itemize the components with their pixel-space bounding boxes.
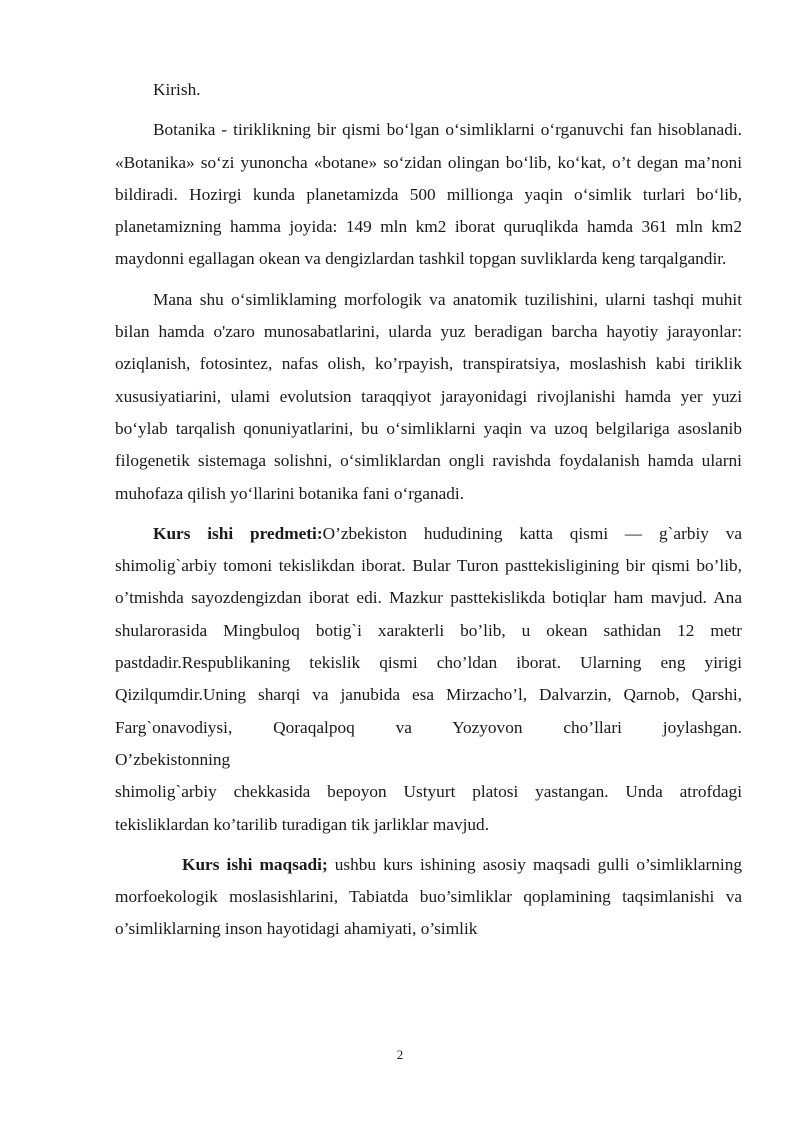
section-heading: Kirish.: [153, 80, 201, 99]
paragraph-kurs-predmeti-continued: shimolig`arbiy chekkasida bepoyon Ustyurt platosi yastangan. Unda atrofdagi tekisliklardan ko’tarilib turadigan tik jarliklar mavjud.: [115, 782, 742, 834]
page-content: [115, 74, 742, 946]
paragraph-mana-shu: Mana shu o‘simliklaming morfologik va anatomik tuzilishini, ularni tashqi muhit bilan hamda o'zaro munosabatlarini, ularda yuz beradigan barcha hayotiy jarayonlar: oziqlanish, fotosintez, nafas olish, ko’rpayish, transpiratsiya, moslashish kabi tiriklik xususiyatiarini, ulami evolutsion taraqqiyot jarayonidagi rivojlanishi hamda yer yuzi bo‘ylab tarqalish qonuniyatlarini, bu o‘simliklarni yaqin va uzoq belgilariga asoslanib filogenetik sistemaga solishni, o‘simliklardan ongli ravishda foydalanish hamda ularni muhofaza qilish yo‘llarini botanika fani o‘rganadi.: [115, 289, 742, 503]
predmeti-text: O’zbekiston hududining katta qismi — g`arbiy va shimolig`arbiy tomoni tekislikdan iborat. Bular Turon pasttekisligining bir qismi bo’lib, o’tmishda sayozdengizdan iborat edi. Mazkur pasttekislikda botiqlar ham mavjud. Ana shularorasida Mingbuloq botig`i xarakterli bo’lib, u okean sathidan 12 metr pastdadir.Respublikaning tekislik qismi cho’ldan iborat. Ularning eng yirigi Qizilqumdir.Uning sharqi va janubida esa Mirzacho’l, Dalvarzin, Qarnob, Qarshi, Farg`onavodiysi, Qoraqalpoq va Yozyovon cho’llari joylashgan.: [115, 523, 742, 737]
maqsadi-text: ushbu kurs ishining asosiy maqsadi gulli o’simliklarning morfoekologik moslasishlarini, Tabiatda buo’simliklar qoplamining taqsimlanishi va o’simliklarning inson hayotidagi ahamiyati, o’simlik: [115, 854, 742, 939]
maqsadi-label: Kurs ishi maqsadi;: [182, 854, 328, 874]
paragraph-botanika: Botanika - tiriklikning bir qismi bo‘lgan o‘simliklarni o‘rganuvchi fan hisoblanadi. «Botanika» so‘zi yunoncha «botane» so‘zidan olingan bo‘lib, ko‘kat, o’t degan ma’noni bildiradi. Hozirgi kunda planetamizda 500 millionga yaqin o‘simlik turlari bo‘lib, planetamizning hamma joyida: 149 mln km2 iborat quruqlikda hamda 361 mln km2 maydonni egallagan okean va dengizlardan tashkil topgan suvliklarda keng tarqalgandir.: [115, 120, 742, 269]
paragraph-kurs-maqsadi: [115, 849, 742, 946]
predmeti-label: Kurs ishi predmeti:: [153, 523, 323, 543]
paragraph-kurs-predmeti: [115, 518, 742, 744]
page-number: 2: [396, 1047, 404, 1062]
paragraph-line-break: O’zbekistonning: [115, 749, 231, 769]
